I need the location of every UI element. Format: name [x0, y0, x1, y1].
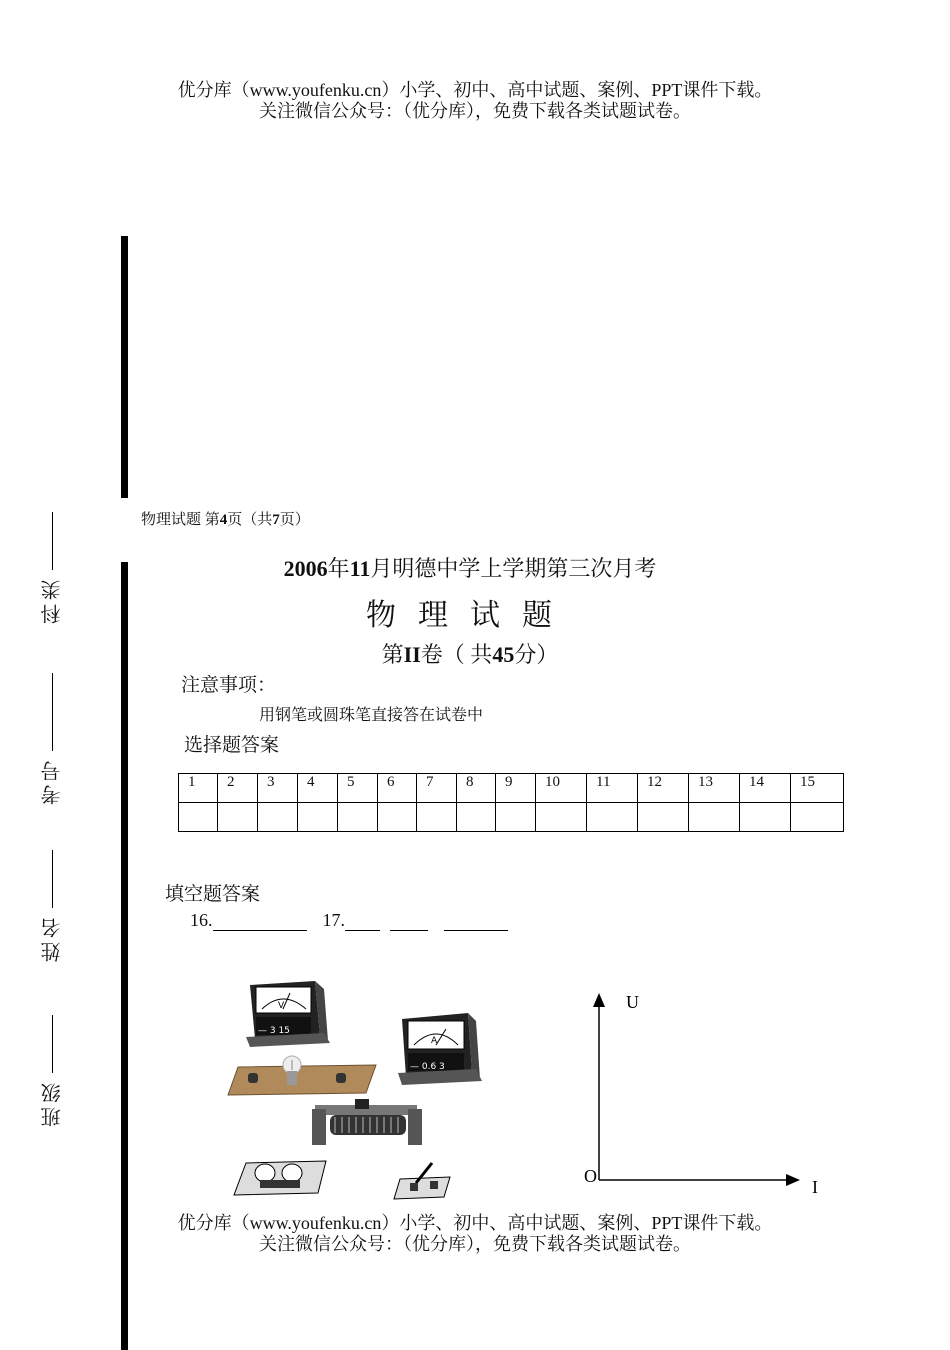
choice-number: 11	[587, 774, 638, 803]
part-title: 第II卷（ 共45分）	[381, 642, 559, 667]
answer-cell[interactable]	[417, 803, 457, 832]
q17-blank-3[interactable]	[444, 912, 508, 931]
origin-label: O	[584, 1166, 597, 1186]
choice-number: 15	[791, 774, 844, 803]
answer-cell[interactable]	[587, 803, 638, 832]
y-axis-arrow-icon	[593, 993, 605, 1007]
fill-heading: 填空题答案	[165, 884, 261, 905]
choice-number-row	[179, 774, 844, 803]
choice-number: 13	[689, 774, 740, 803]
answer-cell[interactable]	[638, 803, 689, 832]
answer-cell[interactable]	[218, 803, 258, 832]
choice-number: 7	[417, 774, 457, 803]
binding-line-top	[121, 236, 128, 498]
page-info: 物理试题 第4页（共7页）	[141, 512, 310, 528]
footer-line-1: 优分库（www.youfenku.cn）小学、初中、高中试题、案例、PPT课件下载。	[177, 1213, 773, 1233]
choice-number: 6	[378, 774, 417, 803]
voltmeter-scale: — 3 15	[258, 1026, 290, 1036]
bulb-board-icon	[228, 1056, 376, 1095]
side-field-category: 科类	[38, 512, 78, 624]
choice-answer-row	[179, 803, 844, 832]
side-field-class: 班级	[38, 1015, 78, 1127]
q17-blank-1[interactable]	[345, 912, 380, 931]
footer-line-2: 关注微信公众号：（优分库），免费下载各类试题试卷。	[259, 1234, 691, 1254]
circuit-apparatus-illustration	[220, 975, 490, 1205]
choice-number: 10	[536, 774, 587, 803]
battery-holder-icon	[234, 1161, 326, 1195]
q17-blank-2[interactable]	[390, 912, 428, 931]
header-line-1: 优分库（www.youfenku.cn）小学、初中、高中试题、案例、PPT课件下载。	[177, 80, 773, 100]
q16-blank[interactable]	[213, 912, 307, 931]
answer-cell[interactable]	[689, 803, 740, 832]
ammeter-scale: — 0.6 3	[410, 1062, 445, 1072]
switch-icon	[394, 1163, 450, 1199]
notice-heading: 注意事项：	[181, 675, 277, 696]
subject-title: 物理试题	[366, 599, 574, 632]
choice-number: 2	[218, 774, 258, 803]
answer-cell[interactable]	[457, 803, 496, 832]
side-field-exam-number: 考号	[38, 673, 78, 805]
q16-label: 16.	[190, 910, 213, 930]
u-i-graph	[570, 985, 830, 1205]
rheostat-icon	[312, 1099, 422, 1145]
choice-answer-table	[178, 773, 844, 832]
x-axis-arrow-icon	[786, 1174, 800, 1186]
choice-number: 12	[638, 774, 689, 803]
side-field-name: 姓名	[38, 850, 78, 962]
voltmeter-icon	[246, 981, 330, 1047]
choice-number: 4	[298, 774, 338, 803]
ammeter-letter: A	[431, 1036, 438, 1046]
answer-cell[interactable]	[791, 803, 844, 832]
exam-title: 2006年11月明德中学上学期第三次月考	[283, 556, 657, 581]
y-axis-label: U	[626, 992, 639, 1012]
header-line-2: 关注微信公众号：（优分库），免费下载各类试题试卷。	[259, 101, 691, 121]
ammeter-icon	[398, 1013, 482, 1085]
choice-number: 5	[338, 774, 378, 803]
answer-cell[interactable]	[258, 803, 298, 832]
voltmeter-letter: V	[278, 1001, 285, 1011]
choice-number: 1	[179, 774, 218, 803]
answer-cell[interactable]	[378, 803, 417, 832]
answer-cell[interactable]	[298, 803, 338, 832]
choice-number: 9	[496, 774, 536, 803]
choice-number: 3	[258, 774, 298, 803]
choice-number: 8	[457, 774, 496, 803]
answer-cell[interactable]	[536, 803, 587, 832]
x-axis-label: I	[812, 1177, 818, 1197]
answer-cell[interactable]	[496, 803, 536, 832]
choice-heading: 选择题答案	[184, 735, 280, 756]
q17-label: 17.	[322, 910, 345, 930]
answer-cell[interactable]	[740, 803, 791, 832]
answer-cell[interactable]	[338, 803, 378, 832]
notice-text: 用钢笔或圆珠笔直接答在试卷中	[259, 707, 484, 724]
choice-number: 14	[740, 774, 791, 803]
answer-cell[interactable]	[179, 803, 218, 832]
fill-answers	[190, 910, 518, 931]
